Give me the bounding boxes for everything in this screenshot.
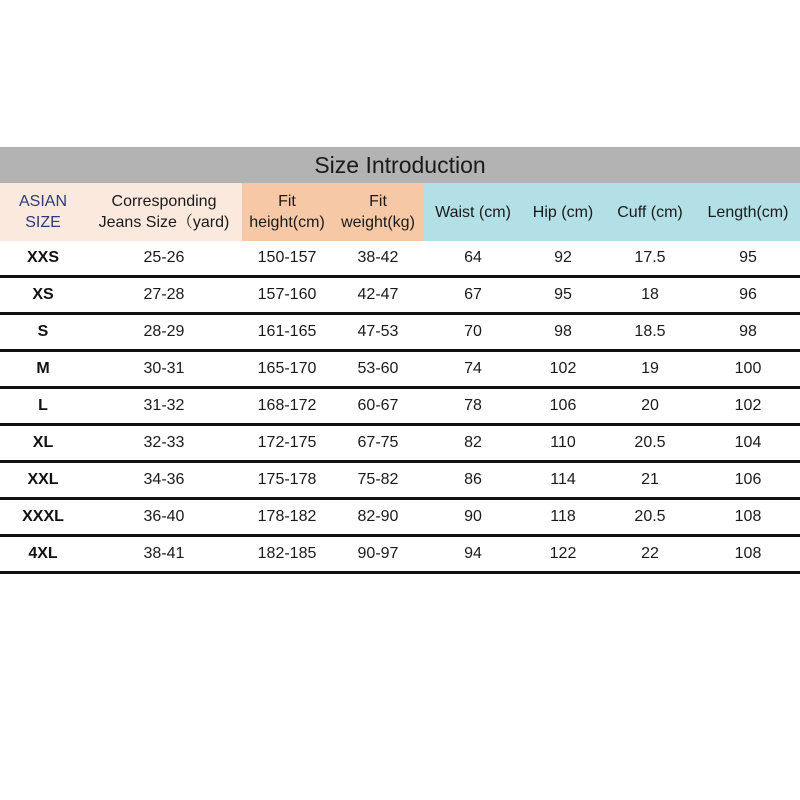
cell-length: 95 [739,249,757,266]
header-fit-height-line2: height(cm) [249,214,325,231]
table-row [0,278,800,315]
cell-cuff: 20.5 [634,508,666,525]
table-row [0,241,800,278]
cell-cuff: 20 [641,397,659,414]
cell-cuff: 21 [641,471,659,488]
cell-size: XL [32,434,54,451]
table-row [0,426,800,463]
cell-size: XS [32,286,54,303]
cell-fit-weight: 38-42 [357,249,399,266]
cell-waist: 82 [464,434,482,451]
cell-jeans-size: 25-26 [143,249,185,266]
header-jeans-size [86,183,242,241]
cell-length: 98 [739,323,757,340]
cell-jeans-size: 36-40 [143,508,185,525]
cell-length: 104 [734,434,762,451]
cell-fit-weight: 53-60 [357,360,399,377]
cell-hip: 98 [554,323,572,340]
cell-fit-weight: 90-97 [357,545,399,562]
table-title: Size Introduction [0,147,800,183]
cell-length: 102 [734,397,762,414]
cell-hip: 106 [549,397,577,414]
cell-fit-height: 175-178 [257,471,317,488]
cell-waist: 94 [464,545,482,562]
cell-jeans-size: 34-36 [143,471,185,488]
cell-waist: 90 [464,508,482,525]
header-fit-weight [332,183,424,241]
header-hip: Hip (cm) [522,183,604,241]
cell-fit-weight: 60-67 [357,397,399,414]
header-asian-size [0,183,86,241]
cell-length: 108 [734,508,762,525]
header-waist: Waist (cm) [424,183,522,241]
cell-waist: 67 [464,286,482,303]
cell-length: 96 [739,286,757,303]
cell-length: 106 [734,471,762,488]
cell-hip: 118 [550,508,576,525]
cell-cuff: 17.5 [634,249,666,266]
cell-fit-weight: 82-90 [357,508,399,525]
cell-waist: 86 [464,471,482,488]
cell-size: XXS [26,249,59,266]
cell-fit-weight: 75-82 [357,471,399,488]
cell-cuff: 18.5 [634,323,666,340]
header-fit-height-line1: Fit [278,193,296,210]
cell-waist: 74 [464,360,482,377]
cell-size: M [36,360,50,377]
cell-jeans-size: 30-31 [143,360,185,377]
table-row [0,315,800,352]
cell-waist: 78 [464,397,482,414]
cell-jeans-size: 38-41 [143,545,185,562]
table-body [0,241,800,574]
cell-jeans-size: 28-29 [143,323,185,340]
header-jeans-size-line1: Corresponding [111,193,217,210]
header-fit-weight-line2: weight(kg) [341,214,415,231]
header-asian-size-line2: SIZE [25,214,61,231]
cell-jeans-size: 31-32 [143,397,185,414]
cell-size: L [38,397,48,414]
cell-fit-weight: 42-47 [357,286,399,303]
cell-hip: 114 [550,471,576,488]
table-row [0,352,800,389]
header-jeans-size-line2: Jeans Size（yard) [98,214,230,231]
cell-fit-height: 168-172 [257,397,317,414]
cell-fit-height: 161-165 [257,323,317,340]
cell-hip: 122 [549,545,577,562]
size-chart-table [0,147,800,574]
cell-cuff: 22 [641,545,659,562]
cell-jeans-size: 27-28 [143,286,185,303]
cell-length: 100 [734,360,762,377]
cell-fit-weight: 67-75 [357,434,399,451]
cell-size: XXL [27,471,59,488]
cell-hip: 95 [554,286,572,303]
cell-cuff: 20.5 [634,434,666,451]
cell-fit-height: 150-157 [257,249,317,266]
table-row [0,500,800,537]
cell-size: 4XL [28,545,58,562]
cell-fit-height: 165-170 [257,360,317,377]
cell-length: 108 [734,545,762,562]
header-row [0,183,800,241]
header-cuff: Cuff (cm) [604,183,696,241]
cell-fit-height: 172-175 [257,434,317,451]
cell-waist: 70 [464,323,482,340]
cell-fit-height: 182-185 [257,545,317,562]
cell-fit-height: 178-182 [257,508,317,525]
cell-size: S [37,323,49,340]
table-row [0,463,800,500]
cell-cuff: 19 [641,360,659,377]
table-row [0,537,800,574]
header-fit-height [242,183,332,241]
cell-fit-weight: 47-53 [357,323,399,340]
cell-hip: 110 [550,434,576,451]
header-asian-size-line1: ASIAN [18,193,67,210]
table-row [0,389,800,426]
header-length: Length(cm) [696,183,800,241]
cell-size: XXXL [22,508,64,525]
cell-jeans-size: 32-33 [143,434,185,451]
header-fit-weight-line1: Fit [369,193,387,210]
cell-cuff: 18 [641,286,659,303]
cell-hip: 102 [549,360,577,377]
cell-waist: 64 [464,249,482,266]
cell-hip: 92 [554,249,572,266]
cell-fit-height: 157-160 [257,286,317,303]
